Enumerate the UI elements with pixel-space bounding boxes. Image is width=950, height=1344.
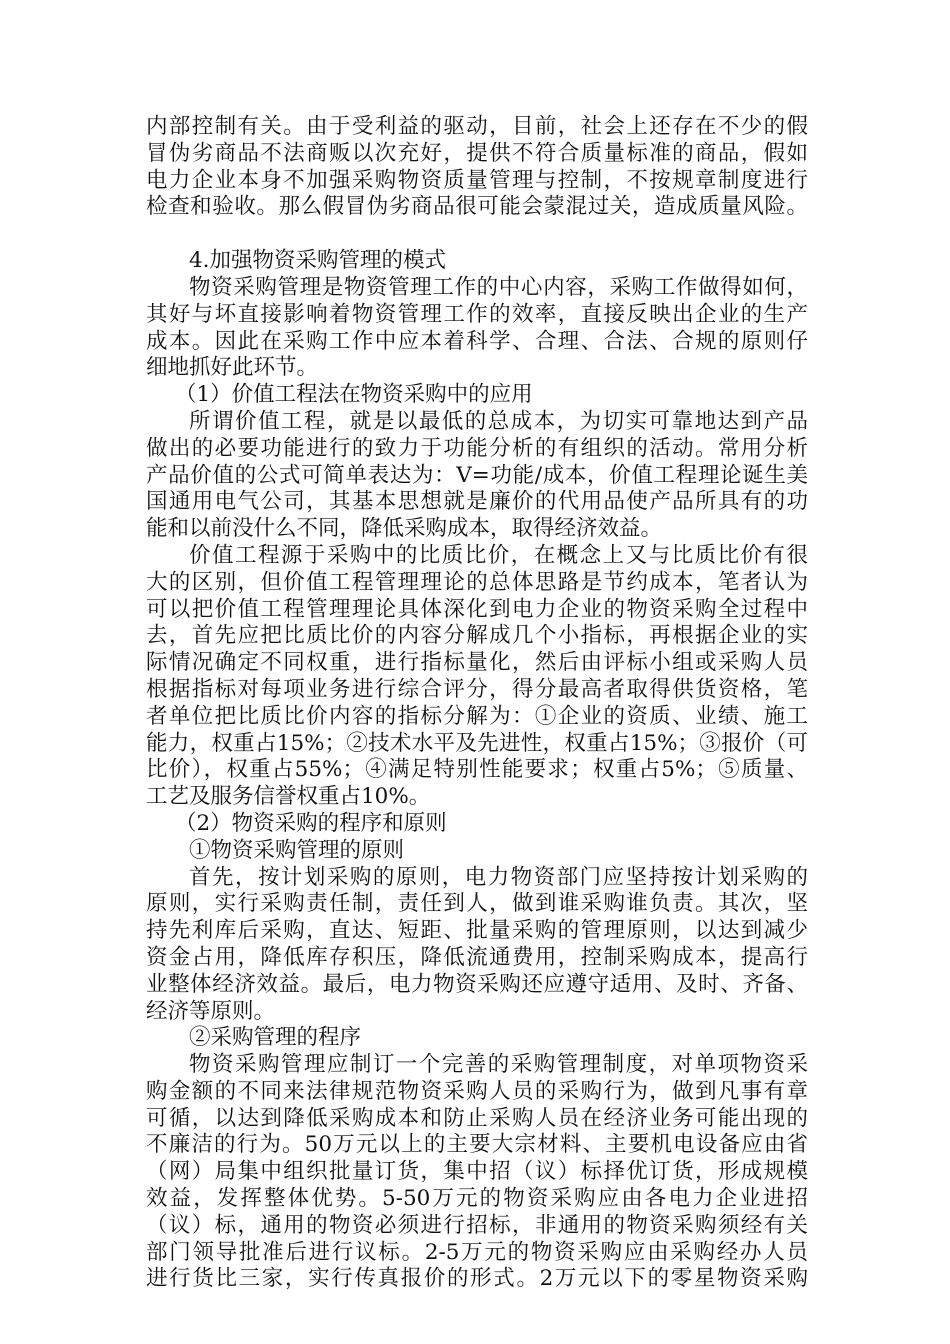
text-line: 比价），权重占55%；④满足特别性能要求；权重占5%；⑤质量、: [146, 757, 808, 783]
text-line: （网）局集中组织批量订货，集中招（议）标择优订货，形成规模: [146, 1159, 808, 1185]
text-line: 经济等原则。: [146, 998, 276, 1024]
text-line: 者单位把比质比价内容的指标分解为：①企业的资质、业绩、施工: [146, 703, 808, 729]
text-line: 去，首先应把比质比价的内容分解成几个小指标，再根据企业的实: [146, 623, 808, 649]
text-line: 做出的必要功能进行的致力于功能分析的有组织的活动。常用分析: [146, 435, 808, 461]
subsection-heading: [146, 382, 808, 409]
heading-text: 4.加强物资采购管理的模式: [189, 248, 447, 274]
item-heading: [146, 838, 808, 865]
text-line: 价值工程源于采购中的比质比价，在概念上又与比质比价有很: [189, 542, 808, 568]
paragraph: [146, 409, 808, 543]
text-line: 可循，以达到降低采购成本和防止采购人员在经济业务可能出现的: [146, 1105, 808, 1131]
paragraph: [146, 114, 808, 221]
text-line: 持先利库后采购，直达、短距、批量采购的管理原则，以达到减少: [146, 918, 808, 944]
text-line: 内部控制有关。由于受利益的驱动，目前，社会上还存在不少的假: [146, 114, 808, 139]
text-line: 检查和验收。那么假冒伪劣商品很可能会蒙混过关，造成质量风险。: [146, 194, 808, 220]
heading-text: （2）物资采购的程序和原则: [175, 810, 447, 836]
text-line: 细地抓好此环节。: [146, 355, 319, 381]
text-line: 根据指标对每项业务进行综合评分，得分最高者取得供货资格，笔: [146, 676, 808, 702]
heading-text: ①物资采购管理的原则: [189, 837, 405, 863]
text-line: 成本。因此在采购工作中应本着科学、合理、合法、合规的原则仔: [146, 328, 808, 354]
paragraph-gap: [146, 221, 808, 248]
text-line: 物资采购管理应制订一个完善的采购管理制度，对单项物资采: [189, 1052, 808, 1078]
subsection-heading: [146, 811, 808, 838]
text-line: 物资采购管理是物资管理工作的中心内容，采购工作做得如何，: [189, 274, 808, 300]
text-line: 效益，发挥整体优势。5-50万元的物资采购应由各电力企业进招: [146, 1186, 808, 1212]
text-line: 工艺及服务信誉权重占10%。: [146, 784, 431, 810]
text-line: 部门领导批准后进行议标。2-5万元的物资采购应由采购经办人员: [146, 1239, 808, 1265]
text-line: 首先，按计划采购的原则，电力物资部门应坚持按计划采购的: [189, 864, 808, 890]
paragraph: [146, 1052, 808, 1293]
text-line: 其好与坏直接影响着物资管理工作的效率，直接反映出企业的生产: [146, 301, 808, 327]
text-line: 不廉洁的行为。50万元以上的主要大宗材料、主要机电设备应由省: [146, 1132, 808, 1158]
text-line: 能力，权重占15%；②技术水平及先进性，权重占15%；③报价（可: [146, 730, 808, 756]
text-line: 产品价值的公式可简单表达为：V=功能/成本，价值工程理论诞生美: [146, 462, 808, 488]
item-heading: [146, 1025, 808, 1052]
paragraph: [146, 275, 808, 382]
text-line: 资金占用，降低库存积压，降低流通费用，控制采购成本，提高行: [146, 944, 808, 970]
heading-text: ②采购管理的程序: [189, 1025, 362, 1051]
paragraph: [146, 543, 808, 811]
text-line: 进行货比三家，实行传真报价的形式。2万元以下的零星物资采购: [146, 1266, 808, 1292]
section-heading: [146, 248, 808, 275]
text-line: 际情况确定不同权重，进行指标量化，然后由评标小组或采购人员: [146, 650, 808, 676]
text-line: 大的区别，但价值工程管理理论的总体思路是节约成本，笔者认为: [146, 569, 808, 595]
text-line: 电力企业本身不加强采购物资质量管理与控制，不按规章制度进行: [146, 167, 808, 193]
text-line: 可以把价值工程管理理论具体深化到电力企业的物资采购全过程中: [146, 596, 808, 622]
text-line: 能和以前没什么不同，降低采购成本，取得经济效益。: [146, 516, 663, 542]
text-line: 所谓价值工程，就是以最低的总成本，为切实可靠地达到产品: [189, 408, 808, 434]
text-line: （议）标，通用的物资必须进行招标，非通用的物资采购须经有关: [146, 1212, 808, 1238]
text-line: 购金额的不同来法律规范物资采购人员的采购行为，做到凡事有章: [146, 1078, 808, 1104]
heading-text: （1）价值工程法在物资采购中的应用: [175, 382, 533, 408]
text-line: 业整体经济效益。最后，电力物资采购还应遵守适用、及时、齐备、: [146, 971, 808, 997]
paragraph: [146, 865, 808, 1026]
text-line: 国通用电气公司，其基本思想就是廉价的代用品使产品所具有的功: [146, 489, 808, 515]
text-line: 原则，实行采购责任制，责任到人，做到谁采购谁负责。其次，坚: [146, 891, 808, 917]
text-line: 冒伪劣商品不法商贩以次充好，提供不符合质量标准的商品，假如: [146, 140, 808, 166]
document-page: [146, 114, 808, 1293]
